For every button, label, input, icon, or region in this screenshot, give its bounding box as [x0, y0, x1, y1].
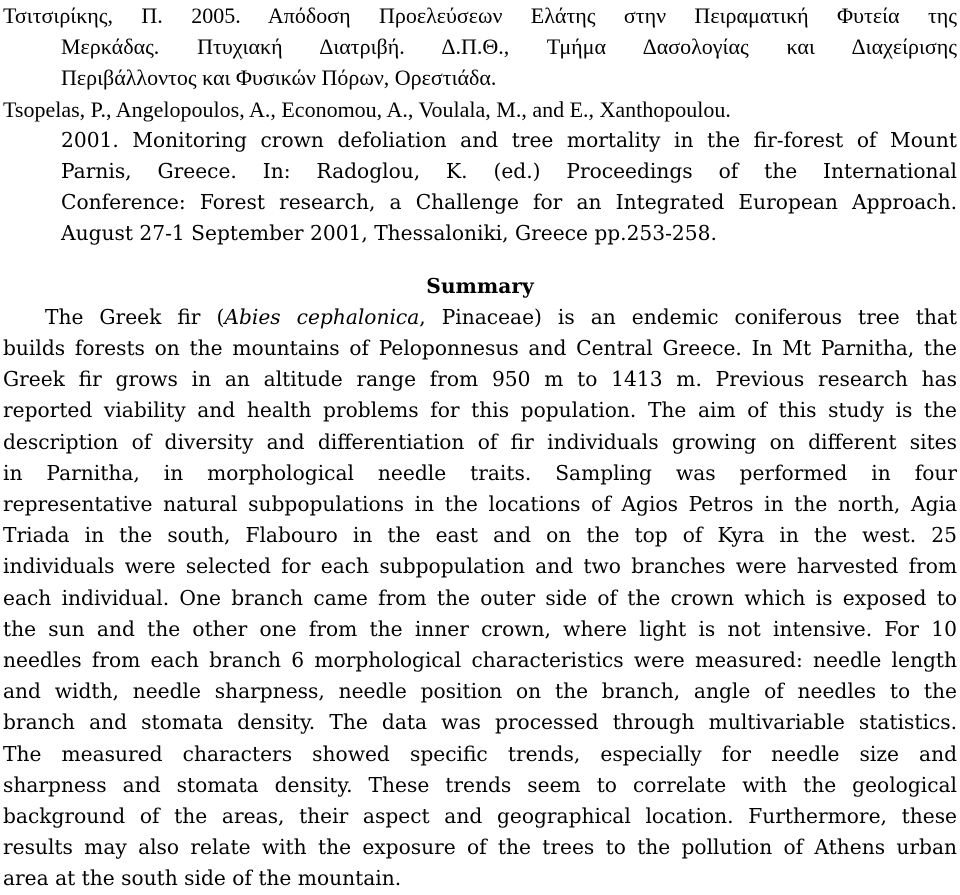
- reference-line: Parnis, Greece. In: Radoglou, K. (ed.) Proceedings of the International: [61, 159, 957, 184]
- summary-line: builds forests on the mountains of Peloponnesus and Central Greece. In Mt Parnitha, the: [3, 336, 957, 361]
- summary-line: Greek fir grows in an altitude range from 950 m to 1413 m. Previous research has: [3, 367, 957, 392]
- reference-line: Τσιτσιρίκης, Π. 2005. Απόδοση Προελεύσεων Ελάτης στην Πειραματική Φυτεία της: [3, 3, 957, 28]
- summary-line: branch and stomata density. The data was processed through multivariable statistics.: [3, 710, 957, 735]
- reference-greek: [3, 0, 957, 94]
- summary-line: in Parnitha, in morphological needle traits. Sampling was performed in four: [3, 460, 957, 485]
- summary-text: The Greek fir (: [45, 304, 225, 329]
- species-name: Abies cephalonica: [224, 304, 420, 329]
- summary-line: individuals were selected for each subpopulation and two branches were harvested from: [3, 554, 957, 579]
- summary-line: each individual. One branch came from the outer side of the crown which is exposed to: [3, 585, 957, 610]
- summary-line: results may also relate with the exposure of the trees to the pollution of Athens urban: [3, 835, 957, 860]
- reference-line: Tsopelas, P., Angelopoulos, A., Economou, A., Voulala, M., and E., Xanthopoulou.: [3, 96, 731, 122]
- reference-line: August 27-1 September 2001, Thessaloniki, Greece pp.253-258.: [61, 221, 717, 246]
- reference-line: 2001. Monitoring crown defoliation and tree mortality in the fir-forest of Mount: [61, 127, 957, 152]
- summary-heading: Summary: [426, 273, 534, 298]
- summary-line: representative natural subpopulations in the locations of Agios Petros in the north, Agia: [3, 492, 957, 517]
- reference-line: Περιβάλλοντος και Φυσικών Πόρων, Ορεστιάδα.: [61, 65, 497, 91]
- summary-line: the sun and the other one from the inner crown, where light is not intensive. For 10: [3, 616, 957, 641]
- reference-english: [3, 94, 957, 250]
- summary-line: needles from each branch 6 morphological characteristics were measured: needle length: [3, 648, 957, 673]
- summary-line: area at the south side of the mountain.: [3, 866, 402, 891]
- summary-line: Triada in the south, Flabouro in the east and on the top of Kyra in the west. 25: [3, 523, 957, 548]
- reference-line: Conference: Forest research, a Challenge for an Integrated European Approach.: [61, 190, 957, 215]
- reference-line: Μερκάδας. Πτυχιακή Διατριβή. Δ.Π.Θ., Τμήμα Δασολογίας και Διαχείρισης: [61, 34, 957, 60]
- summary-line: [3, 302, 957, 333]
- summary-line: and width, needle sharpness, needle position on the branch, angle of needles to the: [3, 679, 957, 704]
- summary-line: sharpness and stomata density. These trends seem to correlate with the geological: [3, 772, 957, 797]
- summary-line: background of the areas, their aspect and geographical location. Furthermore, these: [3, 804, 957, 829]
- summary-line: description of diversity and differentiation of fir individuals growing on different sites: [3, 429, 957, 454]
- summary-text: , Pinaceae) is an endemic coniferous tree that: [419, 304, 957, 329]
- summary-line: The measured characters showed specific trends, especially for needle size and: [3, 741, 957, 766]
- summary-line: reported viability and health problems for this population. The aim of this study is the: [3, 398, 957, 423]
- summary-body: [3, 302, 957, 895]
